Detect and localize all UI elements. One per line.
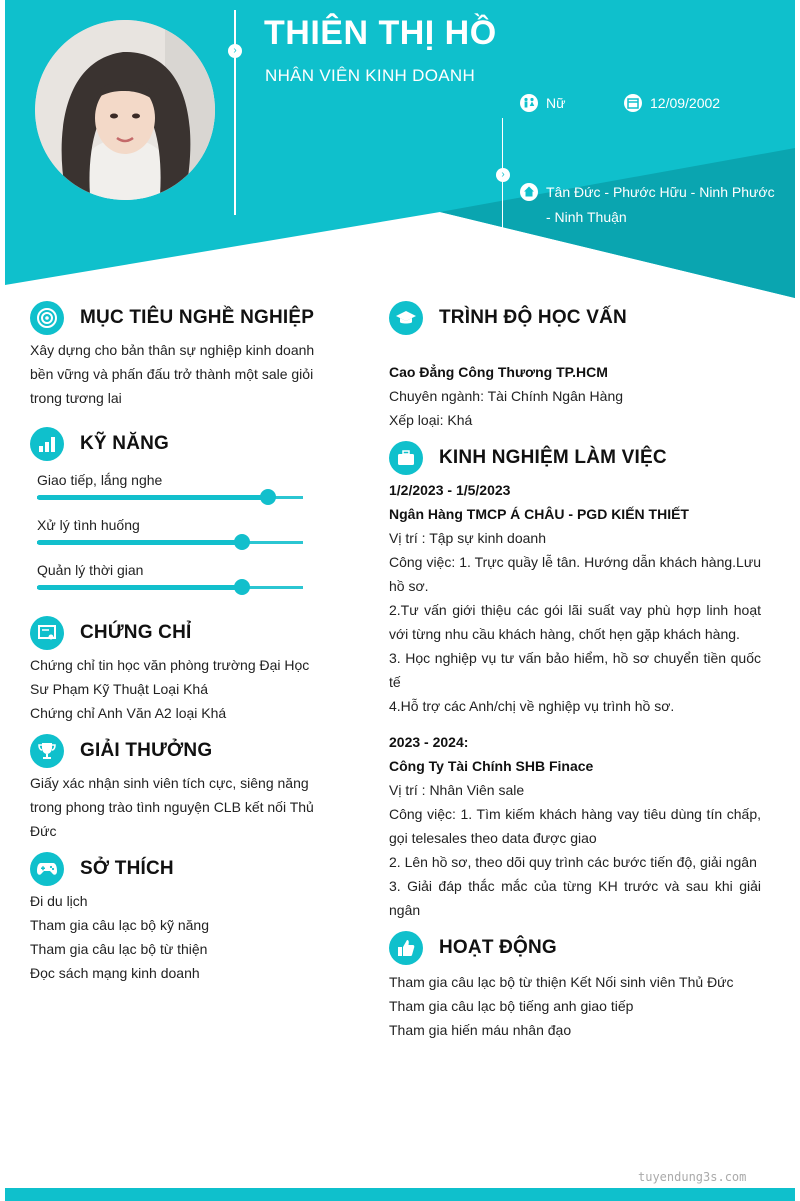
skill-item [30,472,315,499]
header-divider-line [234,10,236,215]
skill-level-knob [234,534,250,550]
school-name: Cao Đẳng Công Thương TP.HCM [389,364,608,380]
bar-chart-icon [30,427,64,461]
footer-bar [5,1188,795,1201]
job-duty: 2. Lên hồ sơ, theo dõi quy trình các bước tiến độ, giải ngân [389,854,757,870]
skill-label: Giao tiếp, lắng nghe [37,472,163,488]
section-title: MỤC TIÊU NGHỀ NGHIỆP [80,307,315,328]
birthday-info [624,94,720,112]
hobby-item: Đi du lịch [30,893,88,909]
certificates-heading [30,613,315,653]
activity-item: Tham gia câu lạc bộ từ thiện Kết Nối sinh viên Thủ Đức [389,974,734,990]
job-position: Vị trí : Tập sự kinh doanh [389,530,546,546]
section-title: KINH NGHIỆM LÀM VIỆC [439,447,667,468]
rank: Xếp loại: Khá [389,412,473,428]
calendar-icon [624,94,642,112]
gender-value: Nữ [546,95,566,111]
certificate-line: Chứng chỉ Anh Văn A2 loại Khá [30,705,227,721]
awards-heading [30,731,315,771]
candidate-name: THIÊN THỊ HỒ [264,14,497,52]
avatar [35,20,215,200]
job-position: Vị trí : Nhân Viên sale [389,782,525,798]
certificate-icon [30,616,64,650]
thumbs-up-icon [389,931,423,965]
skill-bar [37,541,303,544]
skill-item [30,517,315,544]
home-icon [520,183,538,201]
certificate-line: Chứng chỉ tin học văn phòng trường Đại Học Sư Phạm Kỹ Thuật Loại Khá [30,657,310,697]
major: Chuyên ngành: Tài Chính Ngân Hàng [389,388,624,404]
activity-item: Tham gia hiến máu nhân đạo [389,1022,572,1038]
experience-heading [389,438,761,478]
objective-text: Xây dựng cho bản thân sự nghiệp kinh doanh bền vững và phấn đấu trở thành một sale giỏi trong tương lai [30,342,315,406]
section-title: KỸ NĂNG [80,433,170,454]
hobby-item: Tham gia câu lạc bộ từ thiện [30,941,208,957]
address-info [520,180,780,230]
left-column [30,298,315,985]
hobby-item: Đọc sách mạng kinh doanh [30,965,200,981]
job-duty: Công việc: 1. Tìm kiếm khách hàng vay tiêu dùng tín chấp, gọi telesales theo data được giao [389,806,761,846]
watermark: tuyendung3s.com [638,1170,747,1184]
right-column [389,298,761,1042]
skill-label: Xử lý tình huống [37,517,140,533]
job-duty: 2.Tư vấn giới thiệu các gói lãi suất vay phù hợp linh hoạt với từng nhu cầu khách hàng, chốt hẹn gặp khách hàng. [389,602,761,642]
section-title: TRÌNH ĐỘ HỌC VẤN [439,307,627,328]
chevron-right-icon: › [228,44,242,58]
gender-info [520,94,565,112]
education-heading [389,298,761,338]
company-name: Ngân Hàng TMCP Á CHÂU - PGD KIẾN THIẾT [389,506,689,522]
activity-item: Tham gia câu lạc bộ tiếng anh giao tiếp [389,998,634,1014]
job-duty: 3. Học nghiệp vụ tư vấn bảo hiểm, hồ sơ chuyển tiền quốc tế [389,650,761,690]
address-value: Tân Đức - Phước Hữu - Ninh Phước - Ninh Thuận [546,184,775,225]
awards-text: Giấy xác nhận sinh viên tích cực, siêng năng trong phong trào tình nguyện CLB kết nối Thủ Đức [30,775,314,839]
activities-heading [389,928,761,968]
job-period: 2023 - 2024: [389,734,469,750]
trophy-icon [30,734,64,768]
skills-heading [30,424,315,464]
section-title: GIẢI THƯỞNG [80,740,213,761]
job-period: 1/2/2023 - 1/5/2023 [389,482,511,498]
graduation-cap-icon [389,301,423,335]
briefcase-icon [389,441,423,475]
gender-icon [520,94,538,112]
job-duty: 4.Hỗ trợ các Anh/chị về nghiệp vụ trình hồ sơ. [389,698,675,714]
gamepad-icon [30,852,64,886]
skill-level-knob [234,579,250,595]
skill-level-knob [260,489,276,505]
skills-list [30,472,315,589]
skill-bar [37,496,303,499]
section-title: HOẠT ĐỘNG [439,937,557,958]
company-name: Công Ty Tài Chính SHB Finace [389,758,594,774]
skill-bar [37,586,303,589]
section-title: SỞ THÍCH [80,858,174,879]
job-title: NHÂN VIÊN KINH DOANH [265,66,476,85]
job-duty: Công việc: 1. Trực quầy lễ tân. Hướng dẫn khách hàng.Lưu hồ sơ. [389,554,761,594]
objective-heading [30,298,315,338]
job-duty: 3. Giải đáp thắc mắc của từng KH trước và sau khi giải ngân [389,878,761,918]
hobbies-heading [30,849,315,889]
target-icon [30,301,64,335]
chevron-right-icon: › [496,168,510,182]
skill-label: Quản lý thời gian [37,562,144,578]
section-title: CHỨNG CHỈ [80,622,192,643]
skill-item [30,562,315,589]
portrait-photo [35,20,215,200]
hobby-item: Tham gia câu lạc bộ kỹ năng [30,917,209,933]
birthday-value: 12/09/2002 [650,95,721,111]
